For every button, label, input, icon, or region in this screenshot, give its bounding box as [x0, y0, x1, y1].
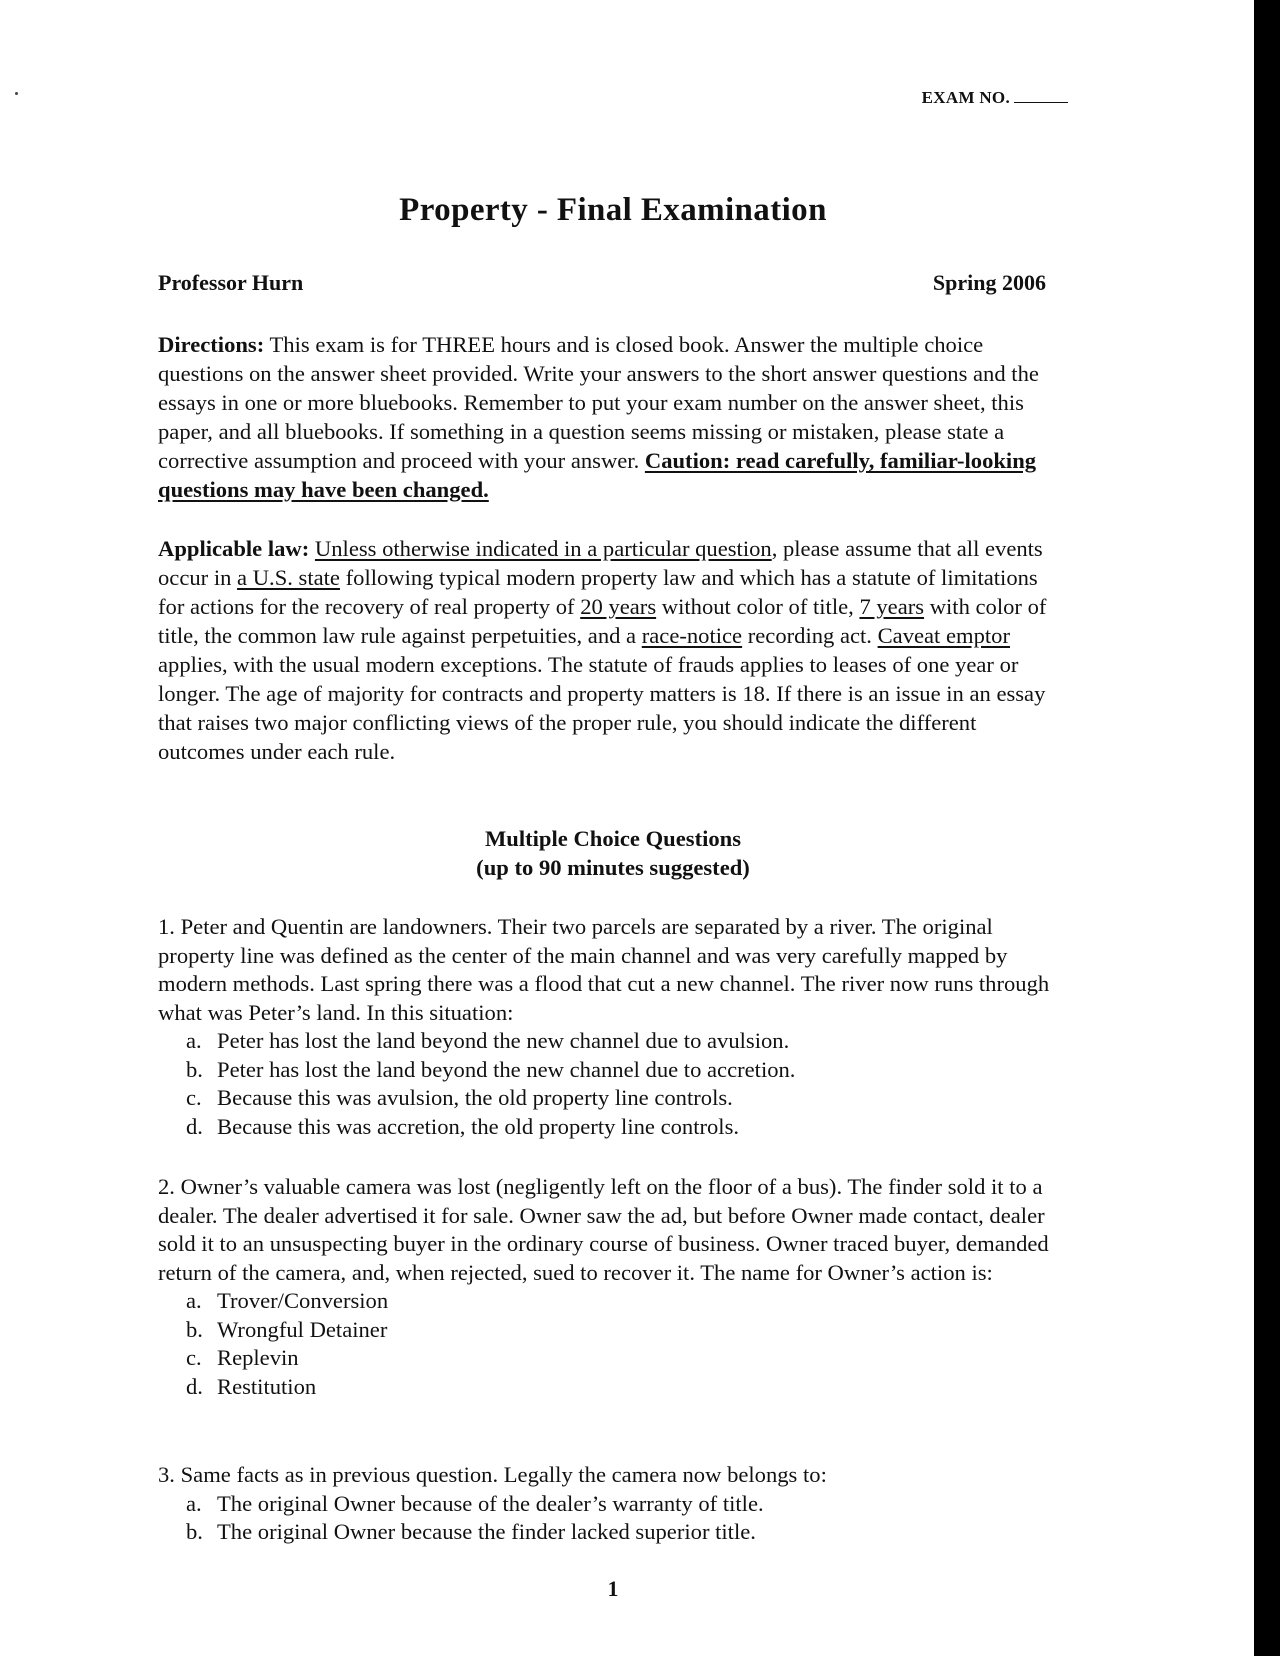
option-letter: a.	[186, 1288, 202, 1313]
scan-speck	[15, 92, 18, 95]
option-text: The original Owner because of the dealer’s warranty of title.	[217, 1490, 764, 1516]
exam-number-field	[922, 88, 1068, 108]
caution-note: Caution: read carefully, familiar-looking questions may have been changed.	[158, 448, 1037, 502]
answer-option	[158, 1056, 1068, 1085]
question-stem: 1. Peter and Quentin are landowners. Their two parcels are separated by a river. The original property line was defined as the center of the main channel and was very carefully mapped by modern methods. Last spring there was a flood that cut a new channel. The river now runs through what was Peter’s land. In this situation:	[158, 914, 1050, 1025]
applicable-law-text-7: 7 years	[859, 594, 925, 619]
exam-number-label: EXAM NO.	[921, 88, 1010, 107]
option-text: Because this was accretion, the old property line controls.	[217, 1113, 740, 1139]
option-text: The original Owner because the finder lacked superior title.	[217, 1519, 756, 1544]
page-number: 1	[607, 1576, 619, 1601]
option-letter: b.	[186, 1056, 203, 1082]
answer-options	[158, 1027, 1068, 1141]
answer-option	[158, 1316, 1068, 1345]
question-stem: 3. Same facts as in previous question. Legally the camera now belongs to:	[158, 1462, 827, 1487]
page-title: Property - Final Examination	[399, 192, 827, 228]
scan-edge	[1254, 0, 1280, 1656]
option-letter: c.	[186, 1345, 202, 1370]
directions-paragraph	[158, 330, 1068, 504]
answer-option	[158, 1084, 1068, 1113]
answer-option	[158, 1344, 1068, 1373]
applicable-law-paragraph	[158, 534, 1068, 766]
professor-name: Professor Hurn	[158, 270, 304, 295]
option-letter: b.	[186, 1316, 203, 1342]
answer-option	[158, 1373, 1068, 1402]
answer-option	[158, 1027, 1068, 1056]
question-1	[158, 913, 1068, 1141]
answer-options	[158, 1287, 1068, 1401]
option-text: Because this was avulsion, the old property line controls.	[217, 1085, 733, 1110]
answer-option	[158, 1287, 1068, 1316]
exam-term: Spring 2006	[932, 270, 1046, 295]
option-text: Restitution	[217, 1373, 317, 1399]
applicable-law-text-11: Caveat emptor	[877, 623, 1010, 648]
option-text: Replevin	[217, 1345, 299, 1370]
applicable-law-label: Applicable law:	[158, 536, 310, 561]
exam-number-blank	[1014, 88, 1068, 103]
multiple-choice-title: Multiple Choice Questions	[484, 826, 742, 851]
option-text: Peter has lost the land beyond the new channel due to accretion.	[217, 1056, 796, 1082]
applicable-law-text-9: race-notice	[641, 623, 743, 648]
applicable-law-text-5: 20 years	[580, 594, 657, 619]
applicable-law-text-12: applies, with the usual modern exceptions. The statute of frauds applies to leases of one year or longer. The age of majority for contracts and property matters is 18. If there is an issue in an essay that raises two major conflicting views of the proper rule, you should indicate the different outcomes under each rule.	[158, 652, 1046, 764]
exam-page	[158, 0, 1068, 1656]
option-letter: d.	[186, 1373, 203, 1399]
directions-text: This exam is for THREE hours and is closed book. Answer the multiple choice questions on the answer sheet provided. Write your answers to the short answer questions and the essays in one or more bluebooks. Remember to put your exam number on the answer sheet, this paper, and all bluebooks. If something in a question seems missing or mistaken, please state a corrective assumption and proceed with your answer.	[158, 332, 1039, 473]
option-text: Peter has lost the land beyond the new channel due to avulsion.	[217, 1028, 790, 1053]
option-text: Wrongful Detainer	[217, 1316, 388, 1342]
answer-option	[158, 1113, 1068, 1142]
question-2	[158, 1173, 1068, 1401]
multiple-choice-heading	[158, 824, 1068, 882]
answer-option	[158, 1518, 1068, 1547]
applicable-law-text-1: Unless otherwise indicated in a particular question	[314, 536, 772, 561]
applicable-law-text-8: with color of title, the common law rule against perpetuities, and a	[158, 594, 1047, 648]
applicable-law-text-6: without color of title,	[656, 594, 860, 619]
question-3	[158, 1461, 1068, 1547]
option-text: Trover/Conversion	[217, 1288, 389, 1313]
directions-label: Directions:	[158, 332, 265, 357]
applicable-law-text-2: , please assume that all events occur in	[158, 536, 1043, 590]
option-letter: a.	[186, 1490, 202, 1516]
answer-options	[158, 1490, 1068, 1547]
option-letter: a.	[186, 1028, 202, 1053]
applicable-law-text-10: recording act.	[742, 623, 878, 648]
applicable-law-text-4: following typical modern property law and which has a statute of limitations for actions for the recovery of real property of	[158, 565, 1038, 619]
question-stem: 2. Owner’s valuable camera was lost (negligently left on the floor of a bus). The finder sold it to a dealer. The dealer advertised it for sale. Owner saw the ad, but before Owner made contact, dealer sold it to an unsuspecting buyer in the ordinary course of business. Owner traced buyer, demanded return of the camera, and, when rejected, sued to recover it. The name for Owner’s action is:	[158, 1174, 1049, 1285]
applicable-law-text-3: a U.S. state	[237, 565, 340, 590]
multiple-choice-time: (up to 90 minutes suggested)	[476, 855, 750, 880]
option-letter: c.	[186, 1085, 202, 1110]
option-letter: d.	[186, 1113, 203, 1139]
option-letter: b.	[186, 1519, 203, 1544]
answer-option	[158, 1490, 1068, 1519]
